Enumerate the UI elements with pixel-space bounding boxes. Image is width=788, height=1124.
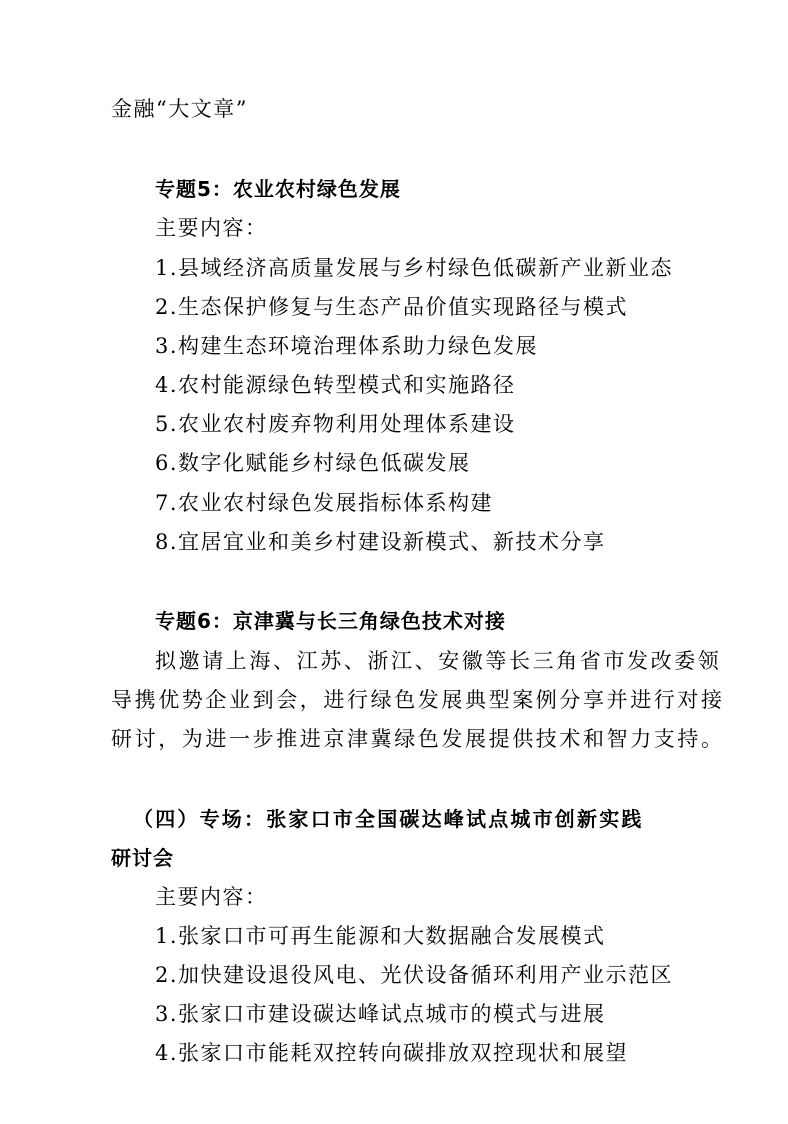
topic6-heading: 专题6：京津冀与长三角绿色技术对接 [155, 609, 506, 633]
topic6-paragraph-line-1: 拟邀请上海、江苏、浙江、安徽等长三角省市发改委领 [155, 649, 722, 673]
session4-item-1: 1.张家口市可再生能源和大数据融合发展模式 [155, 924, 606, 948]
session4-item-3: 3.张家口市建设碳达峰试点城市的模式与进展 [155, 1002, 606, 1026]
session4-item-2: 2.加快建设退役风电、光伏设备循环利用产业示范区 [155, 963, 674, 987]
continued-text-line: 金融“大文章” [111, 97, 248, 121]
topic5-item-1: 1.县域经济高质量发展与乡村绿色低碳新产业新业态 [155, 256, 674, 280]
topic5-item-4: 4.农村能源绿色转型模式和实施路径 [155, 373, 516, 397]
topic5-item-7: 7.农业农村绿色发展指标体系构建 [155, 491, 494, 515]
session4-item-4: 4.张家口市能耗双控转向碳排放双控现状和展望 [155, 1041, 629, 1065]
topic5-heading: 专题5：农业农村绿色发展 [155, 177, 401, 201]
topic5-item-2: 2.生态保护修复与生态产品价值实现路径与模式 [155, 295, 629, 319]
topic5-item-5: 5.农业农村废弃物利用处理体系建设 [155, 412, 516, 436]
topic5-item-3: 3.构建生态环境治理体系助力绿色发展 [155, 334, 539, 358]
session4-heading-line-2: 研讨会 [111, 846, 174, 870]
topic6-paragraph-line-2: 导携优势企业到会，进行绿色发展典型案例分享并进行对接 [111, 688, 725, 712]
topic6-paragraph-line-3: 研讨，为进一步推进京津冀绿色发展提供技术和智力支持。 [111, 727, 725, 751]
topic5-item-6: 6.数字化赋能乡村绿色低碳发展 [155, 451, 471, 475]
topic5-item-8: 8.宜居宜业和美乡村建设新模式、新技术分享 [155, 530, 606, 554]
session4-content-label: 主要内容： [155, 885, 268, 909]
topic5-content-label: 主要内容： [155, 216, 268, 240]
session4-heading-line-1: （四）专场：张家口市全国碳达峰试点城市创新实践 [133, 807, 644, 831]
